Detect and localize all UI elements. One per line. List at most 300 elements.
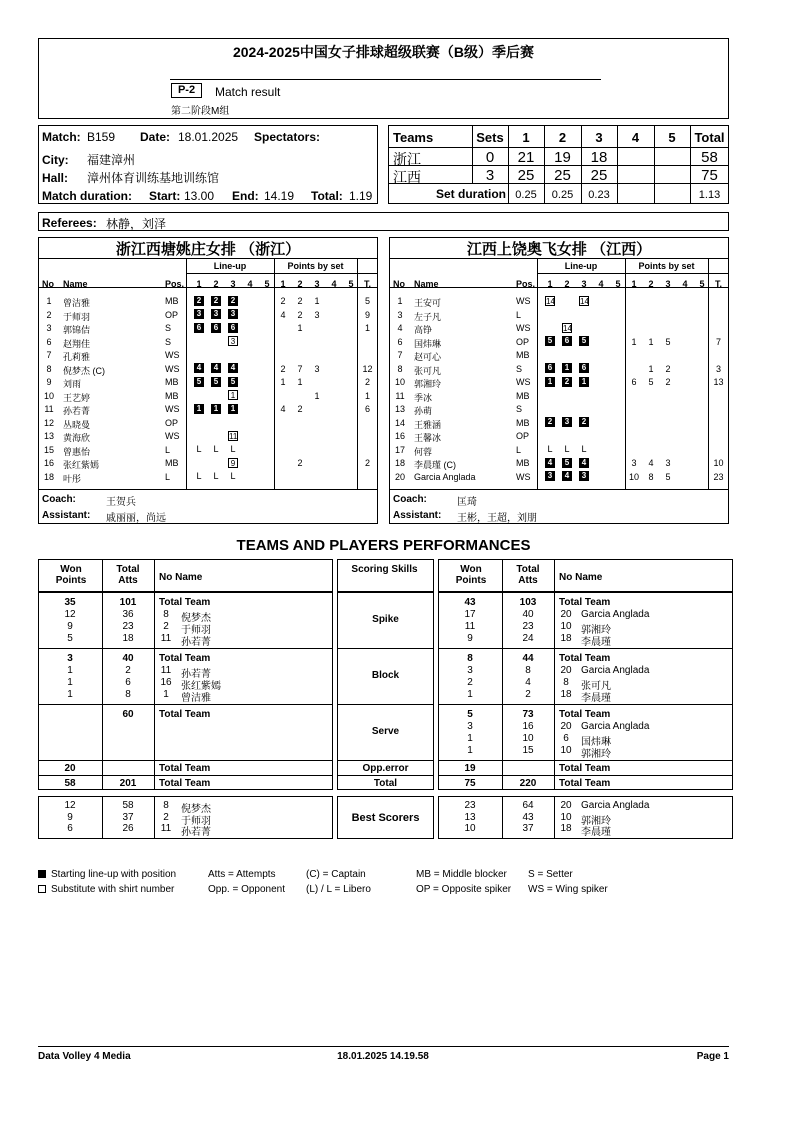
total-atts: 201 xyxy=(119,778,137,789)
player-position: L xyxy=(165,444,171,455)
substitute-square: 3 xyxy=(228,336,238,346)
player-number: 14 xyxy=(394,417,405,428)
date-label: Date: xyxy=(140,130,171,144)
section-rule xyxy=(38,704,333,705)
col-rule xyxy=(154,559,155,592)
player-position: OP xyxy=(165,309,179,320)
player-name: 倪梦杰 xyxy=(181,613,211,624)
player-position: MB xyxy=(516,417,530,428)
player-position: MB xyxy=(165,390,179,401)
total-label: Total: xyxy=(311,189,343,203)
won-points: 1 xyxy=(467,745,473,756)
score-set-points: 21 xyxy=(517,149,535,166)
starting-position-square: 5 xyxy=(579,336,589,346)
substitute-square: 14 xyxy=(546,296,555,306)
player-name: 赵可心 xyxy=(414,352,442,362)
lineup-cell xyxy=(544,376,556,387)
won-points: 1 xyxy=(467,733,473,744)
score-set-points: 18 xyxy=(590,149,608,166)
player-no: 2 xyxy=(163,621,169,632)
footer-rule xyxy=(38,1046,729,1047)
total-won: 75 xyxy=(464,778,476,789)
won-points: 11 xyxy=(464,621,476,632)
lineup-cell xyxy=(561,322,573,333)
lineup-cell xyxy=(227,457,239,468)
lineup-cell xyxy=(578,336,590,347)
player-total: 13 xyxy=(713,377,724,387)
perf-skills xyxy=(337,559,434,790)
lineup-header: Line-up xyxy=(564,261,598,271)
set-points: 8 xyxy=(648,471,654,482)
player-name: 郭锦佶 xyxy=(63,325,91,335)
player-number: 2 xyxy=(46,309,52,320)
total-atts-header: Total Atts xyxy=(516,564,540,586)
libero-mark: L xyxy=(213,470,219,481)
lineup-set-header: 3 xyxy=(230,279,236,289)
col-rule xyxy=(537,258,538,489)
best-no: 10 xyxy=(560,811,572,823)
lineup-cell xyxy=(227,430,239,441)
teams-header: Teams xyxy=(393,130,434,145)
best-no: 18 xyxy=(560,823,572,834)
footer-timestamp: 18.01.2025 14.19.58 xyxy=(337,1051,429,1062)
total-atts: 2 xyxy=(125,665,131,676)
player-name: 郭湘玲 xyxy=(581,625,611,636)
set-points: 3 xyxy=(631,458,637,468)
set-points: 5 xyxy=(665,471,671,482)
hall-label: Hall: xyxy=(42,171,69,185)
set-points: 6 xyxy=(631,377,637,387)
player-position: WS xyxy=(165,363,180,374)
spectators-label: Spectators: xyxy=(254,130,321,144)
no-name-header: No Name xyxy=(559,572,603,583)
filled-square-icon xyxy=(38,870,46,878)
section-rule xyxy=(438,775,733,776)
starting-position-square: 6 xyxy=(211,323,221,333)
starting-position-square: 4 xyxy=(228,363,238,373)
libero-mark: L xyxy=(564,443,570,454)
set-3-header: 3 xyxy=(595,130,603,145)
won-points: 43 xyxy=(464,597,476,608)
total-atts: 15 xyxy=(522,745,534,756)
best-won: 13 xyxy=(464,811,476,823)
player-name: 孙若菁 xyxy=(63,406,91,416)
starting-position-square: 4 xyxy=(545,458,555,468)
player-total: 2 xyxy=(364,458,370,468)
hall-value: 漳州体育训练基地训练馆 xyxy=(87,171,220,185)
header-rule xyxy=(390,287,728,288)
lineup-set-header: 1 xyxy=(196,279,202,289)
duration-label: Match duration: xyxy=(42,189,132,203)
best-name: 李晨瑾 xyxy=(581,827,611,838)
no-header: No xyxy=(42,279,54,289)
substitute-square: 14 xyxy=(563,323,572,333)
won-points: 3 xyxy=(467,721,473,732)
score-team-name: 江西 xyxy=(393,169,421,185)
col-rule xyxy=(274,258,275,489)
player-total: 5 xyxy=(364,296,370,306)
lineup-cell xyxy=(544,444,556,454)
won-points: 12 xyxy=(64,609,76,620)
referees-box xyxy=(38,212,729,231)
lineup-cell xyxy=(210,471,222,481)
coach-label: Coach: xyxy=(42,494,76,505)
best-won: 12 xyxy=(64,800,76,811)
set-1-header: 1 xyxy=(522,130,530,145)
total-atts: 60 xyxy=(122,709,134,720)
match-code-label: Match result xyxy=(215,85,281,99)
total-atts: 101 xyxy=(119,597,137,608)
starting-position-square: 1 xyxy=(194,404,204,414)
player-number: 3 xyxy=(46,323,52,333)
player-number: 9 xyxy=(46,377,52,387)
starting-position-square: 3 xyxy=(562,417,572,427)
referees-label: Referees: xyxy=(42,216,97,230)
subheader-rule xyxy=(537,273,728,274)
score-set-points: 25 xyxy=(554,167,571,184)
legend-atts: Atts = Attempts xyxy=(208,869,276,880)
lineup-cell xyxy=(544,336,556,347)
set-points: 5 xyxy=(648,377,654,387)
player-position: S xyxy=(516,404,523,414)
best-name: 于师羽 xyxy=(181,815,211,827)
total-atts: 18 xyxy=(122,633,134,644)
player-position: L xyxy=(165,471,171,482)
section-rule xyxy=(337,775,434,776)
performances-title: TEAMS AND PLAYERS PERFORMANCES xyxy=(236,537,531,554)
lineup-set-header: 5 xyxy=(264,279,270,289)
player-position: MB xyxy=(516,458,530,468)
coach-label: Coach: xyxy=(393,494,427,505)
starting-position-square: 2 xyxy=(194,296,204,306)
player-number: 10 xyxy=(43,390,54,401)
starting-position-square: 5 xyxy=(545,336,555,346)
lineup-set-header: 1 xyxy=(547,279,553,289)
lineup-cell xyxy=(227,363,239,374)
opp-error-won: 20 xyxy=(64,763,76,774)
starting-position-square: 3 xyxy=(211,309,221,319)
player-name: 孙若菁 xyxy=(181,637,211,648)
player-position: WS xyxy=(165,350,180,360)
set-points: 4 xyxy=(280,404,286,414)
total-atts: 73 xyxy=(522,709,534,720)
points-by-set-header: Points by set xyxy=(287,261,344,271)
section-rule xyxy=(38,648,333,649)
best-no: 20 xyxy=(560,800,572,811)
points-set-header: 3 xyxy=(314,279,320,289)
lineup-cell xyxy=(227,390,239,401)
total-atts: 2 xyxy=(525,689,531,700)
won-points: 1 xyxy=(67,665,73,676)
player-total: 23 xyxy=(713,471,724,482)
lineup-cell xyxy=(578,444,590,454)
best-no: 11 xyxy=(160,823,172,834)
city-label: City: xyxy=(42,153,69,167)
player-name: 张可凡 xyxy=(581,681,611,692)
starting-position-square: 5 xyxy=(562,458,572,468)
lineup-cell xyxy=(544,417,556,428)
set-points: 10 xyxy=(628,471,639,482)
starting-position-square: 1 xyxy=(228,404,238,414)
coach-name: 王贺兵 xyxy=(106,497,136,508)
set-4-header: 4 xyxy=(631,130,640,145)
lineup-cell xyxy=(561,376,573,387)
best-won: 23 xyxy=(464,800,476,811)
player-name: Total Team xyxy=(159,709,211,720)
points-set-header: 4 xyxy=(331,279,337,289)
legend-starting: Starting line-up with position xyxy=(38,869,176,880)
lineup-cell xyxy=(193,363,205,374)
player-name: 曾洁雅 xyxy=(63,298,91,308)
lineup-cell xyxy=(578,376,590,387)
starting-position-square: 4 xyxy=(211,363,221,373)
set-points: 1 xyxy=(631,336,637,347)
lineup-cell xyxy=(561,363,573,374)
section-rule xyxy=(438,704,733,705)
player-no: 10 xyxy=(560,745,572,756)
player-total: 1 xyxy=(364,390,370,401)
player-no: 8 xyxy=(563,677,569,688)
lineup-cell xyxy=(227,376,239,387)
opp-error-label: Opp.error xyxy=(362,763,409,774)
player-number: 12 xyxy=(43,417,54,428)
player-number: 7 xyxy=(397,350,403,360)
libero-mark: L xyxy=(547,443,553,454)
player-position: WS xyxy=(516,323,531,333)
points-by-set-header: Points by set xyxy=(638,261,695,271)
best-label-box xyxy=(337,796,434,839)
assistant-label: Assistant: xyxy=(393,510,442,521)
opp-error-name: Total Team xyxy=(159,763,211,774)
starting-position-square: 6 xyxy=(579,363,589,373)
player-name: 国炜琳 xyxy=(414,338,442,349)
points-set-header: 1 xyxy=(280,279,286,289)
set-points: 3 xyxy=(665,458,671,468)
perf-team-a xyxy=(38,559,333,790)
best-atts: 26 xyxy=(122,823,134,834)
scoring-skills-header: Scoring Skills xyxy=(351,564,418,575)
player-name: 王安可 xyxy=(414,298,442,308)
city-value: 福建漳州 xyxy=(87,153,136,167)
player-name: 王艺婷 xyxy=(63,392,91,403)
player-position: L xyxy=(516,444,522,455)
lineup-cell xyxy=(227,322,239,333)
player-name: 黄海欣 xyxy=(63,433,91,443)
pos-header: Pos. xyxy=(516,279,536,289)
set-points: 2 xyxy=(280,296,286,306)
lineup-set-header: 4 xyxy=(247,279,253,289)
lineup-cell xyxy=(578,417,590,428)
best-atts: 58 xyxy=(122,800,134,811)
player-name: Total Team xyxy=(559,653,611,664)
player-no: 11 xyxy=(160,633,172,644)
player-name: 李晨瑾 xyxy=(581,637,611,648)
won-points: 35 xyxy=(64,597,76,608)
score-sets: 0 xyxy=(485,149,495,166)
best-team-a xyxy=(38,796,333,839)
won-points: 1 xyxy=(67,689,73,700)
player-name: 国炜琳 xyxy=(581,737,611,748)
sets-header: Sets xyxy=(476,130,504,145)
starting-position-square: 6 xyxy=(228,323,238,333)
total-atts: 8 xyxy=(125,689,131,700)
player-position: WS xyxy=(165,431,180,441)
total-label: Total xyxy=(373,778,398,789)
player-total: 10 xyxy=(713,458,724,468)
starting-position-square: 6 xyxy=(562,336,572,346)
substitute-square: 11 xyxy=(229,431,238,441)
player-position: L xyxy=(516,309,522,320)
end-time: 14.19 xyxy=(264,189,295,203)
set-points: 4 xyxy=(648,458,654,468)
best-no: 8 xyxy=(163,800,169,811)
lineup-cell xyxy=(561,417,573,428)
won-points-header: Won Points xyxy=(55,564,87,586)
section-rule xyxy=(438,760,733,761)
no-header: No xyxy=(393,279,405,289)
player-name: 何蓉 xyxy=(414,446,433,457)
title-rule xyxy=(39,258,377,259)
starting-position-square: 1 xyxy=(562,363,572,373)
player-position: WS xyxy=(516,377,531,387)
player-total: 12 xyxy=(362,363,373,374)
set-points: 2 xyxy=(297,309,303,320)
substitute-square: 9 xyxy=(228,458,238,468)
set-points: 2 xyxy=(297,458,303,468)
lineup-cell xyxy=(544,295,556,306)
player-position: MB xyxy=(516,390,530,401)
player-position: MB xyxy=(165,296,179,306)
player-no: 18 xyxy=(560,633,572,644)
player-position: OP xyxy=(165,417,179,428)
player-no: 6 xyxy=(563,733,569,744)
legend-libero: (L) / L = Libero xyxy=(306,884,371,895)
player-position: S xyxy=(165,336,172,347)
lineup-cell xyxy=(227,444,239,454)
best-team-b xyxy=(438,796,733,839)
match-code: P-2 xyxy=(171,83,202,98)
lineup-set-header: 2 xyxy=(564,279,570,289)
total-set-duration: 1.13 xyxy=(698,189,721,201)
total-atts: 6 xyxy=(125,677,131,688)
starting-position-square: 3 xyxy=(228,309,238,319)
player-name: Total Team xyxy=(159,597,211,608)
lineup-cell xyxy=(227,471,239,481)
starting-position-square: 2 xyxy=(228,296,238,306)
player-no: 11 xyxy=(160,665,172,676)
player-name: 王馨冰 xyxy=(414,433,442,443)
player-position: OP xyxy=(516,431,530,441)
player-total: 3 xyxy=(715,363,721,374)
pos-header: Pos. xyxy=(165,279,185,289)
lineup-set-header: 3 xyxy=(581,279,587,289)
start-label: Start: xyxy=(149,189,181,203)
set-points: 3 xyxy=(314,363,320,374)
starting-position-square: 3 xyxy=(194,309,204,319)
player-name: 倪梦杰 (C) xyxy=(63,365,105,376)
won-points: 3 xyxy=(67,653,73,664)
player-name: 孔莉雅 xyxy=(63,352,91,362)
starting-position-square: 1 xyxy=(211,404,221,414)
total-atts: 220 xyxy=(519,778,537,789)
player-name: 赵翔佳 xyxy=(63,338,91,349)
lineup-cell xyxy=(578,295,590,306)
best-atts: 37 xyxy=(122,811,134,823)
total-atts: 10 xyxy=(522,733,534,744)
lineup-set-header: 2 xyxy=(213,279,219,289)
player-no: 10 xyxy=(560,621,572,632)
player-number: 8 xyxy=(397,363,403,374)
libero-mark: L xyxy=(230,443,236,454)
opp-error-won: 19 xyxy=(464,763,476,774)
phase-label: 第二阶段M组 xyxy=(171,106,230,117)
skill-label: Spike xyxy=(372,614,399,625)
legend-op: OP = Opposite spiker xyxy=(416,884,512,895)
player-no: 16 xyxy=(160,677,172,688)
lineup-cell xyxy=(578,363,590,374)
assistant-names: 戚丽丽，尚远 xyxy=(106,513,166,524)
best-won: 9 xyxy=(67,811,73,823)
set-1-duration: 0.25 xyxy=(515,189,537,201)
player-number: 6 xyxy=(46,336,52,347)
points-set-header: 1 xyxy=(631,279,637,289)
player-total: 7 xyxy=(715,336,721,347)
starting-position-square: 1 xyxy=(579,377,589,387)
legend-captain: (C) = Captain xyxy=(306,869,366,880)
player-name: 李晨瑾 xyxy=(581,693,611,704)
col-rule xyxy=(357,258,358,489)
section-rule xyxy=(337,704,434,705)
player-name: Total Team xyxy=(559,597,611,608)
total-atts: 40 xyxy=(122,653,134,664)
won-points: 5 xyxy=(67,633,73,644)
player-number: 7 xyxy=(46,350,52,360)
score-set-points: 25 xyxy=(517,167,535,184)
score-team-name: 浙江 xyxy=(393,151,421,167)
player-position: WS xyxy=(165,404,180,414)
set-points: 3 xyxy=(314,309,320,320)
team-title: 浙江西塘姚庄女排 （浙江） xyxy=(115,241,301,258)
set-points: 1 xyxy=(280,377,286,387)
points-set-header: 2 xyxy=(648,279,654,289)
match-number: B159 xyxy=(87,130,116,144)
player-name: Garcia Anglada xyxy=(581,665,650,676)
won-points: 9 xyxy=(467,633,473,644)
total-atts: 8 xyxy=(525,665,531,676)
player-position: WS xyxy=(516,296,531,306)
section-rule xyxy=(337,760,434,761)
header-box xyxy=(38,38,729,119)
starting-position-square: 5 xyxy=(228,377,238,387)
starting-position-square: 6 xyxy=(545,363,555,373)
set-2-duration: 0.25 xyxy=(551,189,574,201)
coach-rule xyxy=(390,489,728,490)
starting-position-square: 1 xyxy=(545,377,555,387)
libero-mark: L xyxy=(196,470,202,481)
won-points: 5 xyxy=(467,709,473,720)
legend-opp: Opp. = Opponent xyxy=(208,884,286,895)
player-position: S xyxy=(516,363,523,374)
player-name: 孙若菁 xyxy=(181,669,211,680)
player-name: 郭湘玲 xyxy=(414,379,442,389)
team-title: 江西上饶奥飞女排 （江西） xyxy=(466,241,652,258)
col-rule xyxy=(708,258,709,489)
lineup-cell xyxy=(561,336,573,347)
set-points: 2 xyxy=(665,377,671,387)
starting-position-square: 4 xyxy=(562,471,572,481)
won-points: 1 xyxy=(467,689,473,700)
set-points: 1 xyxy=(648,336,654,347)
